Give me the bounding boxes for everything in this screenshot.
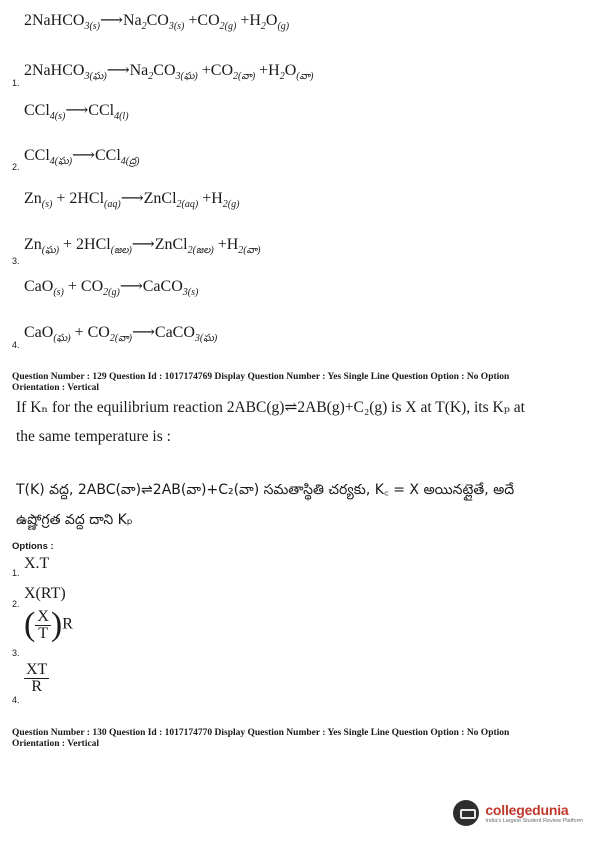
- meta-line: Question Number : 129 Question Id : 1017174769 Display Question Number : Yes Single Line Question Option : No Option: [12, 372, 510, 382]
- option-number: 1.: [12, 78, 20, 88]
- paren-open: (: [24, 606, 36, 643]
- reaction-3-te: [24, 234, 260, 258]
- formula-text: ⟶Na: [100, 12, 142, 29]
- subscript: (aq): [104, 199, 121, 210]
- subscript: (s): [53, 287, 64, 298]
- formula-text: CO: [153, 62, 176, 79]
- formula-text: +H: [213, 236, 239, 253]
- meta-line: Orientation : Vertical: [12, 383, 100, 393]
- subscript: 2: [279, 71, 285, 82]
- option-3[interactable]: [24, 608, 73, 642]
- subscript: 2(g): [103, 287, 120, 298]
- subscript: 2(వా): [109, 333, 132, 344]
- subscript: 2(g): [222, 199, 240, 210]
- subscript: 4(l): [114, 111, 129, 122]
- option-1[interactable]: X.T: [24, 555, 50, 572]
- formula-text: ⟶ZnCl: [120, 190, 177, 207]
- subscript: (జల): [110, 245, 132, 256]
- option-number: 2.: [12, 599, 20, 609]
- option-number: 3.: [12, 648, 20, 658]
- subscript: 2(వా): [238, 245, 261, 256]
- formula-text: + CO: [63, 278, 104, 295]
- subscript: 2: [141, 21, 147, 32]
- subscript: 4(ద్ర): [120, 156, 140, 167]
- formula-text: CaO: [24, 324, 54, 341]
- formula-text: O: [284, 62, 297, 79]
- fraction: [24, 662, 49, 695]
- reaction-4-en: [24, 276, 198, 298]
- subscript: 2: [148, 71, 154, 82]
- fraction-numerator: X: [37, 607, 49, 625]
- subscript: 4(ఘ): [49, 156, 73, 167]
- subscript: 2: [260, 21, 266, 32]
- formula-text: CCl: [24, 147, 50, 164]
- subscript: 2(g): [219, 21, 237, 32]
- formula-text: Zn: [24, 190, 42, 207]
- formula-text: ⟶ZnCl: [131, 236, 188, 253]
- formula-text: CaO: [24, 278, 54, 295]
- formula-text: 2NaHCO: [24, 12, 85, 29]
- subscript: 3(ఘ): [175, 71, 198, 82]
- options-label: Options :: [12, 541, 54, 552]
- formula-text: +CO: [197, 62, 234, 79]
- formula-text: +CO: [184, 12, 220, 29]
- formula-text: ⟶CCl: [65, 102, 115, 119]
- formula-text: O: [265, 12, 278, 29]
- question-text-line: If Kₙ for the equilibrium reaction 2ABC(g)⇌2AB(g)+C₂(g) is X at T(K), its Kₚ at: [16, 399, 525, 416]
- formula-text: 2NaHCO: [24, 62, 85, 79]
- formula-text: + 2HCl: [59, 236, 111, 253]
- subscript: 3(s): [84, 21, 100, 32]
- fraction-denominator: T: [38, 624, 48, 642]
- formula-text: CO: [146, 12, 169, 29]
- option-4[interactable]: [24, 662, 49, 695]
- subscript: 2(జల): [187, 245, 214, 256]
- collegedunia-logo: [453, 800, 583, 826]
- logo-brand: collegedunia: [485, 802, 569, 818]
- fraction-numerator: XT: [26, 661, 48, 678]
- meta-line: Orientation : Vertical: [12, 739, 100, 749]
- reaction-2-te: [24, 145, 140, 169]
- question-130-meta: [12, 728, 572, 750]
- reaction-1-te: [24, 60, 313, 84]
- option-number: 2.: [12, 162, 20, 172]
- reaction-2-en: [24, 100, 129, 122]
- question-telugu-line: ఉష్ణోగ్రత వద్ద దాని Kₚ: [16, 512, 133, 528]
- mascot-icon: [453, 800, 479, 826]
- formula-text: + CO: [70, 324, 110, 341]
- fraction-denominator: R: [31, 678, 42, 695]
- subscript: (ఘ): [41, 245, 60, 256]
- subscript: (s): [41, 199, 53, 210]
- subscript: 3(s): [182, 287, 199, 298]
- subscript: 3(ఘ): [194, 333, 218, 344]
- option-number: 1.: [12, 568, 20, 578]
- formula-text: ⟶CaCO: [131, 324, 195, 341]
- subscript: (g): [277, 21, 290, 32]
- formula-text: ⟶Na: [106, 62, 149, 79]
- formula-text: +H: [255, 62, 280, 79]
- paren-close: ): [50, 606, 63, 643]
- subscript: 3(s): [168, 21, 185, 32]
- formula-text: Zn: [24, 236, 42, 253]
- meta-line: Question Number : 130 Question Id : 1017174770 Display Question Number : Yes Single Line Question Option : No Option: [12, 728, 510, 738]
- subscript: 3(ఘ): [84, 71, 107, 82]
- option-number: 4.: [12, 695, 20, 705]
- subscript: 2(వా): [233, 71, 256, 82]
- reaction-4-te: [24, 322, 217, 346]
- option-number: 3.: [12, 256, 20, 266]
- question-text-line: the same temperature is :: [16, 428, 171, 445]
- subscript: 4(s): [49, 111, 66, 122]
- logo-tagline: India's Largest Student Review Platform: [485, 818, 583, 824]
- formula-text: + 2HCl: [52, 190, 105, 207]
- subscript: (వా): [296, 71, 314, 82]
- question-telugu-line: T(K) వద్ద, 2ABC(వా)⇌2AB(వా)+C₂(వా) సమతాస్థితి చర్యకు, K꜀ = X అయినట్లైతే, అదే: [16, 482, 515, 498]
- formula-text: ⟶CCl: [72, 147, 121, 164]
- fraction-suffix: R: [62, 615, 73, 633]
- reaction-1-en: [24, 10, 289, 32]
- formula-text: CCl: [24, 102, 50, 119]
- fraction: [35, 609, 51, 642]
- option-number: 4.: [12, 340, 20, 350]
- question-129-meta: [12, 372, 572, 394]
- formula-text: +H: [198, 190, 223, 207]
- formula-text: +H: [236, 12, 261, 29]
- formula-text: ⟶CaCO: [119, 278, 183, 295]
- option-2[interactable]: X(RT): [24, 585, 66, 602]
- subscript: 2(aq): [176, 199, 199, 210]
- reaction-3-en: [24, 188, 239, 210]
- subscript: (ఘ): [53, 333, 71, 344]
